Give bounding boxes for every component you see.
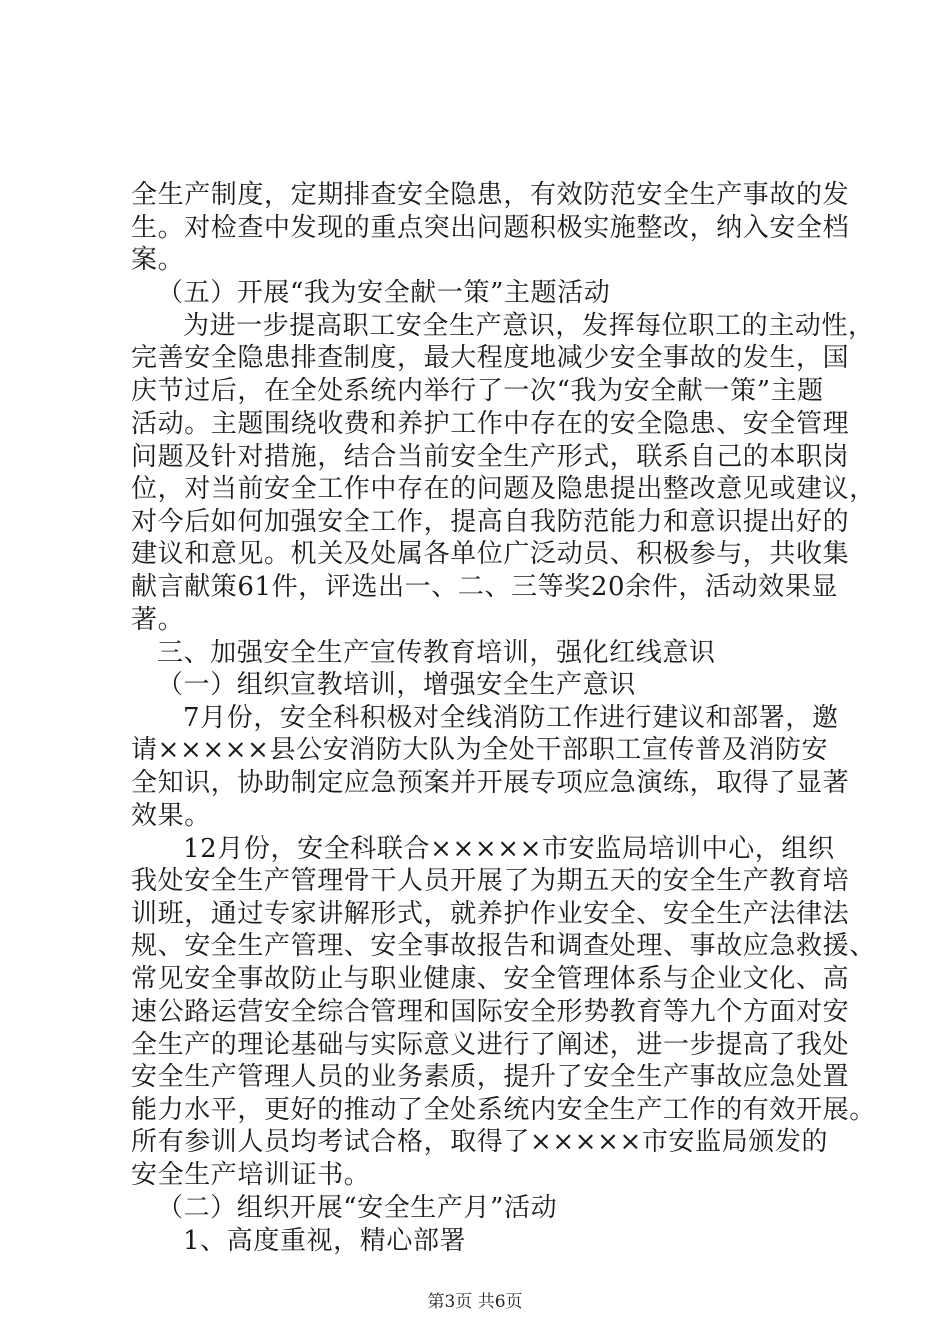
page-number: 第3页 共6页 — [427, 1292, 523, 1312]
text-line: 请×××××县公安消防大队为全处干部职工宣传普及消防安 — [131, 735, 829, 765]
text-line: 所有参训人员均考试合格，取得了×××××市安监局颁发的 — [131, 1127, 829, 1157]
section-heading-5: （五）开展“我为安全献一策”主题活动 — [157, 278, 611, 308]
text-line: 为进一步提高职工安全生产意识，发挥每位职工的主动性， — [183, 311, 875, 341]
list-item: 1、高度重视，精心部署 — [183, 1226, 467, 1256]
text-line: 完善安全隐患排查制度，最大程度地减少安全事故的发生，国 — [131, 343, 850, 373]
text-line: 12月份，安全科联合×××××市安监局培训中心，组织 — [183, 834, 835, 864]
text-line: 安全生产管理人员的业务素质，提升了安全生产事故应急处置 — [131, 1062, 850, 1092]
text-line: 能力水平，更好的推动了全处系统内安全生产工作的有效开展。 — [131, 1095, 876, 1125]
text-line: 建议和意见。机关及处属各单位广泛动员、积极参与，共收集 — [131, 539, 850, 569]
section-heading-3: 三、加强安全生产宣传教育培训，强化红线意识 — [157, 638, 716, 668]
text-line: 献言献策61件，评选出一、二、三等奖20余件，活动效果显 — [131, 572, 838, 602]
text-line: 训班，通过专家讲解形式，就养护作业安全、安全生产法律法 — [131, 899, 850, 929]
text-line: 位，对当前安全工作中存在的问题及隐患提出整改意见或建议， — [131, 474, 876, 504]
text-line: 全生产制度，定期排查安全隐患，有效防范安全生产事故的发 — [131, 180, 850, 210]
text-line: 全知识，协助制定应急预案并开展专项应急演练，取得了显著 — [131, 768, 850, 798]
text-line: 我处安全生产管理骨干人员开展了为期五天的安全生产教育培 — [131, 866, 850, 896]
text-line: 常见安全事故防止与职业健康、安全管理体系与企业文化、高 — [131, 964, 850, 994]
section-heading-1: （一）组织宣教培训，增强安全生产意识 — [157, 670, 636, 700]
text-line: 全生产的理论基础与实际意义进行了阐述，进一步提高了我处 — [131, 1030, 850, 1060]
text-line: 生。对检查中发现的重点突出问题积极实施整改，纳入安全档 — [131, 213, 850, 243]
text-line: 对今后如何加强安全工作，提高自我防范能力和意识提出好的 — [131, 507, 850, 537]
text-line: 安全生产培训证书。 — [131, 1160, 371, 1190]
text-line: 活动。主题围绕收费和养护工作中存在的安全隐患、安全管理 — [131, 409, 850, 439]
text-line: 著。 — [131, 605, 185, 635]
text-line: 庆节过后，在全处系统内举行了一次“我为安全献一策”主题 — [131, 376, 824, 406]
text-line: 案。 — [131, 245, 185, 275]
text-line: 问题及针对措施，结合当前安全生产形式，联系自己的本职岗 — [131, 442, 850, 472]
text-line: 效果。 — [131, 801, 211, 831]
section-heading-2: （二）组织开展“安全生产月”活动 — [157, 1193, 558, 1223]
text-line: 速公路运营安全综合管理和国际安全形势教育等九个方面对安 — [131, 997, 850, 1027]
text-line: 7月份，安全科积极对全线消防工作进行建议和部署，邀 — [183, 703, 839, 733]
text-line: 规、安全生产管理、安全事故报告和调查处理、事故应急救援、 — [131, 931, 876, 961]
